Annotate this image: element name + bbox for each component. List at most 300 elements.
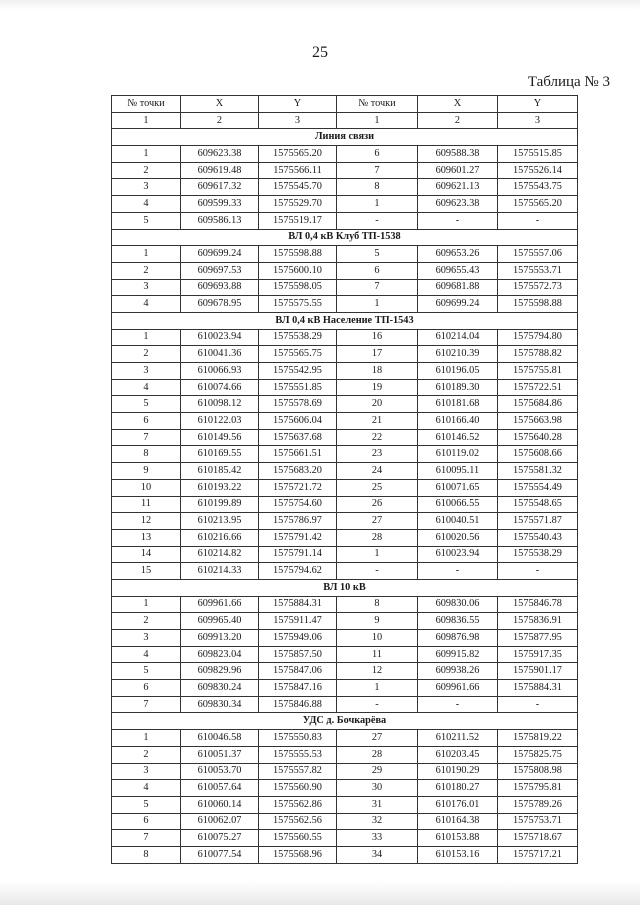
point-number-cell: 9 (337, 613, 418, 630)
table-row (112, 846, 578, 863)
x-cell: 610203.45 (418, 746, 498, 763)
point-number-cell: 4 (112, 379, 181, 396)
table-row (112, 162, 578, 179)
table-row (112, 546, 578, 563)
y-cell: - (498, 563, 578, 580)
x-cell: 610119.02 (418, 446, 498, 463)
table-row (112, 379, 578, 396)
table-row (112, 630, 578, 647)
table-row (112, 796, 578, 813)
y-cell: 1575753.71 (498, 813, 578, 830)
y-cell: 1575529.70 (259, 196, 337, 213)
point-number-cell: 33 (337, 830, 418, 847)
table-row (112, 429, 578, 446)
point-number-cell: 3 (112, 279, 181, 296)
point-number-cell: 1 (337, 680, 418, 697)
y-cell: 1575538.29 (259, 329, 337, 346)
point-number-cell: 1 (112, 730, 181, 747)
point-number-cell: 4 (112, 780, 181, 797)
x-cell: 610095.11 (418, 463, 498, 480)
point-number-cell: 7 (337, 162, 418, 179)
y-cell: 1575722.51 (498, 379, 578, 396)
x-cell: 610075.27 (181, 830, 259, 847)
header-y: Y (259, 96, 337, 113)
x-cell: 610046.58 (181, 730, 259, 747)
y-cell: 1575788.82 (498, 346, 578, 363)
x-cell: 609653.26 (418, 246, 498, 263)
y-cell: 1575562.86 (259, 796, 337, 813)
y-cell: 1575560.55 (259, 830, 337, 847)
x-cell: 609961.66 (418, 680, 498, 697)
point-number-cell: 18 (337, 363, 418, 380)
x-cell: 610098.12 (181, 396, 259, 413)
x-cell: 609586.13 (181, 212, 259, 229)
section-title: ВЛ 0,4 кВ Клуб ТП-1538 (112, 229, 578, 246)
header-number-cell: 3 (259, 112, 337, 129)
x-cell: 609619.48 (181, 162, 259, 179)
x-cell: 610216.66 (181, 529, 259, 546)
x-cell: 610169.55 (181, 446, 259, 463)
point-number-cell: 31 (337, 796, 418, 813)
y-cell: 1575575.55 (259, 296, 337, 313)
x-cell: 610062.07 (181, 813, 259, 830)
y-cell: 1575808.98 (498, 763, 578, 780)
coordinates-table (111, 95, 578, 864)
point-number-cell: 28 (337, 746, 418, 763)
table-row (112, 196, 578, 213)
point-number-cell: 6 (112, 813, 181, 830)
x-cell: 610146.52 (418, 429, 498, 446)
x-cell: 609623.38 (181, 146, 259, 163)
section-title: УДС д. Бочкарёва (112, 713, 578, 730)
point-number-cell: 7 (112, 830, 181, 847)
point-number-cell: 27 (337, 730, 418, 747)
point-number-cell: 5 (112, 396, 181, 413)
table-row (112, 262, 578, 279)
y-cell: 1575901.17 (498, 663, 578, 680)
y-cell: 1575847.16 (259, 680, 337, 697)
point-number-cell: 6 (112, 680, 181, 697)
x-cell: 609938.26 (418, 663, 498, 680)
point-number-cell: 8 (337, 179, 418, 196)
table-row (112, 296, 578, 313)
x-cell: 610153.16 (418, 846, 498, 863)
table-row (112, 396, 578, 413)
point-number-cell: 25 (337, 479, 418, 496)
table-row (112, 730, 578, 747)
x-cell: 609876.98 (418, 630, 498, 647)
point-number-cell: 1 (112, 246, 181, 263)
point-number-cell: - (337, 563, 418, 580)
point-number-cell: 20 (337, 396, 418, 413)
point-number-cell: 3 (112, 763, 181, 780)
page-number: 25 (312, 44, 328, 61)
table-caption: Таблица № 3 (527, 74, 610, 90)
point-number-cell: 1 (337, 296, 418, 313)
x-cell: 609621.13 (418, 179, 498, 196)
point-number-cell: 4 (112, 646, 181, 663)
header-y: Y (498, 96, 578, 113)
header-number-cell: 2 (418, 112, 498, 129)
x-cell: 610071.65 (418, 479, 498, 496)
point-number-cell: 2 (112, 162, 181, 179)
table-row (112, 763, 578, 780)
header-x: X (181, 96, 259, 113)
y-cell: 1575794.80 (498, 329, 578, 346)
point-number-cell: 34 (337, 846, 418, 863)
y-cell: 1575551.85 (259, 379, 337, 396)
table-row (112, 596, 578, 613)
table-row (112, 696, 578, 713)
x-cell: 609829.96 (181, 663, 259, 680)
point-number-cell: 8 (112, 446, 181, 463)
y-cell: 1575550.83 (259, 730, 337, 747)
point-number-cell: 5 (337, 246, 418, 263)
x-cell: 610074.66 (181, 379, 259, 396)
point-number-cell: 1 (112, 329, 181, 346)
y-cell: 1575917.35 (498, 646, 578, 663)
section-title: ВЛ 0,4 кВ Население ТП-1543 (112, 312, 578, 329)
y-cell: 1575877.95 (498, 630, 578, 647)
table-body (112, 129, 578, 863)
x-cell: 609830.24 (181, 680, 259, 697)
x-cell: 609699.24 (181, 246, 259, 263)
table-row (112, 646, 578, 663)
point-number-cell: 16 (337, 329, 418, 346)
point-number-cell: 2 (112, 346, 181, 363)
x-cell: 610060.14 (181, 796, 259, 813)
y-cell: 1575819.22 (498, 730, 578, 747)
y-cell: 1575542.95 (259, 363, 337, 380)
y-cell: 1575554.49 (498, 479, 578, 496)
x-cell: 609588.38 (418, 146, 498, 163)
table-row (112, 830, 578, 847)
y-cell: 1575598.88 (498, 296, 578, 313)
point-number-cell: 1 (112, 146, 181, 163)
y-cell: 1575548.65 (498, 496, 578, 513)
table-row (112, 496, 578, 513)
x-cell: 609678.95 (181, 296, 259, 313)
point-number-cell: 1 (337, 546, 418, 563)
header-point-number: № точки (337, 96, 418, 113)
point-number-cell: 8 (337, 596, 418, 613)
x-cell: 610176.01 (418, 796, 498, 813)
x-cell: 610190.29 (418, 763, 498, 780)
table-row (112, 780, 578, 797)
point-number-cell: 28 (337, 529, 418, 546)
y-cell: 1575598.05 (259, 279, 337, 296)
table-row (112, 479, 578, 496)
table-row (112, 446, 578, 463)
x-cell: 610214.82 (181, 546, 259, 563)
x-cell: 609915.82 (418, 646, 498, 663)
y-cell: 1575538.29 (498, 546, 578, 563)
table-row (112, 329, 578, 346)
section-title-row (112, 312, 578, 329)
x-cell: 609699.24 (418, 296, 498, 313)
x-cell: 610166.40 (418, 413, 498, 430)
y-cell: 1575553.71 (498, 262, 578, 279)
y-cell: 1575557.06 (498, 246, 578, 263)
x-cell: - (418, 212, 498, 229)
table-row (112, 179, 578, 196)
x-cell: 610153.88 (418, 830, 498, 847)
point-number-cell: 5 (112, 663, 181, 680)
x-cell: 609913.20 (181, 630, 259, 647)
point-number-cell: 10 (112, 479, 181, 496)
x-cell: 610122.03 (181, 413, 259, 430)
x-cell: 610023.94 (181, 329, 259, 346)
point-number-cell: 21 (337, 413, 418, 430)
x-cell: 609693.88 (181, 279, 259, 296)
y-cell: 1575526.14 (498, 162, 578, 179)
x-cell: 610196.05 (418, 363, 498, 380)
x-cell: 610211.52 (418, 730, 498, 747)
x-cell: 609697.53 (181, 262, 259, 279)
y-cell: 1575663.98 (498, 413, 578, 430)
point-number-cell: 12 (112, 513, 181, 530)
point-number-cell: 2 (112, 262, 181, 279)
point-number-cell: 29 (337, 763, 418, 780)
y-cell: 1575884.31 (259, 596, 337, 613)
x-cell: 610185.42 (181, 463, 259, 480)
point-number-cell: - (337, 212, 418, 229)
x-cell: 610149.56 (181, 429, 259, 446)
y-cell: 1575683.20 (259, 463, 337, 480)
x-cell: 610020.56 (418, 529, 498, 546)
x-cell: 610189.30 (418, 379, 498, 396)
point-number-cell: 13 (112, 529, 181, 546)
header-point-number: № точки (112, 96, 181, 113)
point-number-cell: 14 (112, 546, 181, 563)
table-row (112, 813, 578, 830)
point-number-cell: 32 (337, 813, 418, 830)
table-row (112, 212, 578, 229)
table-row (112, 663, 578, 680)
y-cell: 1575721.72 (259, 479, 337, 496)
x-cell: 610214.33 (181, 563, 259, 580)
x-cell: 609836.55 (418, 613, 498, 630)
y-cell: 1575789.26 (498, 796, 578, 813)
point-number-cell: 7 (112, 429, 181, 446)
x-cell: 610180.27 (418, 780, 498, 797)
y-cell: 1575794.62 (259, 563, 337, 580)
point-number-cell: 2 (112, 746, 181, 763)
table-row (112, 463, 578, 480)
point-number-cell: 3 (112, 179, 181, 196)
x-cell: - (418, 563, 498, 580)
point-number-cell: 23 (337, 446, 418, 463)
x-cell: 609623.38 (418, 196, 498, 213)
point-number-cell: 2 (112, 613, 181, 630)
y-cell: 1575846.88 (259, 696, 337, 713)
x-cell: 610066.55 (418, 496, 498, 513)
x-cell: 609830.06 (418, 596, 498, 613)
table-row (112, 746, 578, 763)
y-cell: - (498, 696, 578, 713)
y-cell: 1575562.56 (259, 813, 337, 830)
point-number-cell: - (337, 696, 418, 713)
point-number-cell: 27 (337, 513, 418, 530)
section-title: ВЛ 10 кВ (112, 579, 578, 596)
y-cell: 1575578.69 (259, 396, 337, 413)
table-row (112, 613, 578, 630)
y-cell: 1575661.51 (259, 446, 337, 463)
y-cell: 1575568.96 (259, 846, 337, 863)
table-row (112, 513, 578, 530)
y-cell: 1575786.97 (259, 513, 337, 530)
x-cell: 609617.32 (181, 179, 259, 196)
point-number-cell: 6 (112, 413, 181, 430)
header-number-cell: 3 (498, 112, 578, 129)
section-title-row (112, 713, 578, 730)
y-cell: 1575637.68 (259, 429, 337, 446)
section-title-row (112, 229, 578, 246)
point-number-cell: 1 (337, 196, 418, 213)
header-number-cell: 1 (337, 112, 418, 129)
y-cell: 1575684.86 (498, 396, 578, 413)
x-cell: 609655.43 (418, 262, 498, 279)
scan-bottom-edge (0, 881, 640, 905)
x-cell: 609681.88 (418, 279, 498, 296)
y-cell: 1575791.14 (259, 546, 337, 563)
y-cell: 1575566.11 (259, 162, 337, 179)
header-number-cell: 2 (181, 112, 259, 129)
point-number-cell: 7 (112, 696, 181, 713)
y-cell: 1575565.20 (498, 196, 578, 213)
x-cell: 610214.04 (418, 329, 498, 346)
y-cell: 1575949.06 (259, 630, 337, 647)
y-cell: 1575608.66 (498, 446, 578, 463)
y-cell: 1575565.20 (259, 146, 337, 163)
x-cell: 609965.40 (181, 613, 259, 630)
table-row (112, 346, 578, 363)
table-row (112, 363, 578, 380)
y-cell: 1575560.90 (259, 780, 337, 797)
point-number-cell: 19 (337, 379, 418, 396)
point-number-cell: 3 (112, 630, 181, 647)
header-numbering-row (112, 112, 578, 129)
x-cell: 610053.70 (181, 763, 259, 780)
y-cell: 1575555.53 (259, 746, 337, 763)
y-cell: 1575884.31 (498, 680, 578, 697)
x-cell: 610066.93 (181, 363, 259, 380)
point-number-cell: 11 (112, 496, 181, 513)
y-cell: 1575565.75 (259, 346, 337, 363)
point-number-cell: 17 (337, 346, 418, 363)
section-title: Линия связи (112, 129, 578, 146)
point-number-cell: 5 (112, 796, 181, 813)
point-number-cell: 4 (112, 296, 181, 313)
header-x: X (418, 96, 498, 113)
y-cell: 1575718.67 (498, 830, 578, 847)
point-number-cell: 10 (337, 630, 418, 647)
y-cell: 1575846.78 (498, 596, 578, 613)
x-cell: 610210.39 (418, 346, 498, 363)
x-cell: 610164.38 (418, 813, 498, 830)
point-number-cell: 24 (337, 463, 418, 480)
point-number-cell: 9 (112, 463, 181, 480)
y-cell: 1575606.04 (259, 413, 337, 430)
point-number-cell: 15 (112, 563, 181, 580)
scan-top-edge (0, 0, 640, 10)
point-number-cell: 4 (112, 196, 181, 213)
x-cell: 610041.36 (181, 346, 259, 363)
y-cell: 1575717.21 (498, 846, 578, 863)
table-row (112, 563, 578, 580)
x-cell: 610213.95 (181, 513, 259, 530)
y-cell: 1575557.82 (259, 763, 337, 780)
x-cell: 609961.66 (181, 596, 259, 613)
table-row (112, 146, 578, 163)
point-number-cell: 26 (337, 496, 418, 513)
table-row (112, 413, 578, 430)
y-cell: 1575598.88 (259, 246, 337, 263)
x-cell: 609823.04 (181, 646, 259, 663)
y-cell: 1575543.75 (498, 179, 578, 196)
x-cell: 609830.34 (181, 696, 259, 713)
y-cell: - (498, 212, 578, 229)
section-title-row (112, 129, 578, 146)
y-cell: 1575825.75 (498, 746, 578, 763)
x-cell: 609599.33 (181, 196, 259, 213)
y-cell: 1575911.47 (259, 613, 337, 630)
x-cell: 609601.27 (418, 162, 498, 179)
x-cell: 610023.94 (418, 546, 498, 563)
y-cell: 1575519.17 (259, 212, 337, 229)
x-cell: 610040.51 (418, 513, 498, 530)
point-number-cell: 1 (112, 596, 181, 613)
point-number-cell: 6 (337, 262, 418, 279)
x-cell: 610181.68 (418, 396, 498, 413)
y-cell: 1575571.87 (498, 513, 578, 530)
point-number-cell: 3 (112, 363, 181, 380)
x-cell: 610057.64 (181, 780, 259, 797)
y-cell: 1575545.70 (259, 179, 337, 196)
header-row (112, 96, 578, 113)
y-cell: 1575540.43 (498, 529, 578, 546)
table-row (112, 680, 578, 697)
section-title-row (112, 579, 578, 596)
header-number-cell: 1 (112, 112, 181, 129)
x-cell: 610051.37 (181, 746, 259, 763)
x-cell: 610193.22 (181, 479, 259, 496)
y-cell: 1575572.73 (498, 279, 578, 296)
x-cell: - (418, 696, 498, 713)
point-number-cell: 5 (112, 212, 181, 229)
y-cell: 1575515.85 (498, 146, 578, 163)
x-cell: 610199.89 (181, 496, 259, 513)
table-row (112, 529, 578, 546)
y-cell: 1575847.06 (259, 663, 337, 680)
point-number-cell: 30 (337, 780, 418, 797)
y-cell: 1575795.81 (498, 780, 578, 797)
y-cell: 1575857.50 (259, 646, 337, 663)
y-cell: 1575791.42 (259, 529, 337, 546)
point-number-cell: 22 (337, 429, 418, 446)
point-number-cell: 8 (112, 846, 181, 863)
point-number-cell: 11 (337, 646, 418, 663)
y-cell: 1575581.32 (498, 463, 578, 480)
y-cell: 1575755.81 (498, 363, 578, 380)
x-cell: 610077.54 (181, 846, 259, 863)
y-cell: 1575754.60 (259, 496, 337, 513)
point-number-cell: 6 (337, 146, 418, 163)
y-cell: 1575600.10 (259, 262, 337, 279)
table-row (112, 246, 578, 263)
y-cell: 1575640.28 (498, 429, 578, 446)
point-number-cell: 12 (337, 663, 418, 680)
